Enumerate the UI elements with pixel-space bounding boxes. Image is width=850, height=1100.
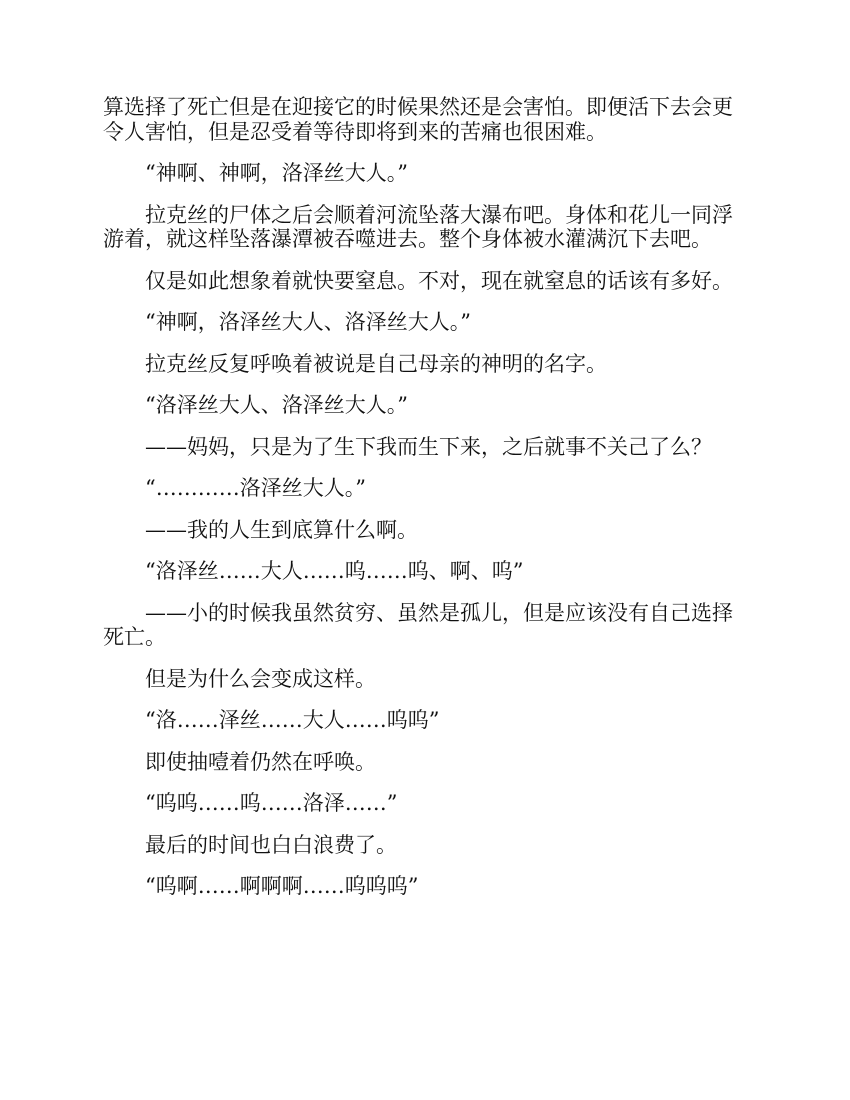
paragraph-14: “洛……泽丝……大人……呜呜” [145, 708, 440, 732]
paragraph-9: “…………洛泽丝大人。” [145, 476, 366, 500]
paragraph-7: “洛泽丝大人、洛泽丝大人。” [145, 393, 408, 417]
paragraph-5: “神啊，洛泽丝大人、洛泽丝大人。” [145, 310, 471, 334]
paragraph-15: 即使抽噎着仍然在呼唤。 [145, 749, 376, 774]
paragraph-16: “呜呜……呜……洛泽……” [145, 791, 398, 815]
paragraph-2: “神啊、神啊，洛泽丝大人。” [145, 161, 408, 185]
paragraph-17: 最后的时间也白白浪费了。 [145, 832, 397, 857]
paragraph-12: ——小的时候我虽然贫穷、虽然是孤儿，但是应该没有自己选择死亡。 [103, 600, 733, 649]
paragraph-18: “呜啊……啊啊啊……呜呜呜” [145, 874, 419, 898]
paragraph-11: “洛泽丝……大人……呜……呜、啊、呜” [145, 559, 524, 583]
paragraph-3: 拉克丝的尸体之后会顺着河流坠落大瀑布吧。身体和花儿一同浮游着，就这样坠落瀑潭被吞噬进去。整个身体被水灌满沉下去吧。 [103, 202, 733, 251]
paragraph-8: ——妈妈，只是为了生下我而生下来，之后就事不关己了么？ [145, 434, 712, 459]
paragraph-6: 拉克丝反复呼唤着被说是自己母亲的神明的名字。 [145, 351, 607, 376]
paragraph-4: 仅是如此想象着就快要窒息。不对，现在就窒息的话该有多好。 [145, 268, 733, 293]
paragraph-10: ——我的人生到底算什么啊。 [145, 517, 418, 542]
paragraph-1: 算选择了死亡但是在迎接它的时候果然还是会害怕。即便活下去会更令人害怕，但是忍受着等待即将到来的苦痛也很困难。 [103, 95, 733, 144]
paragraph-13: 但是为什么会变成这样。 [145, 666, 376, 691]
